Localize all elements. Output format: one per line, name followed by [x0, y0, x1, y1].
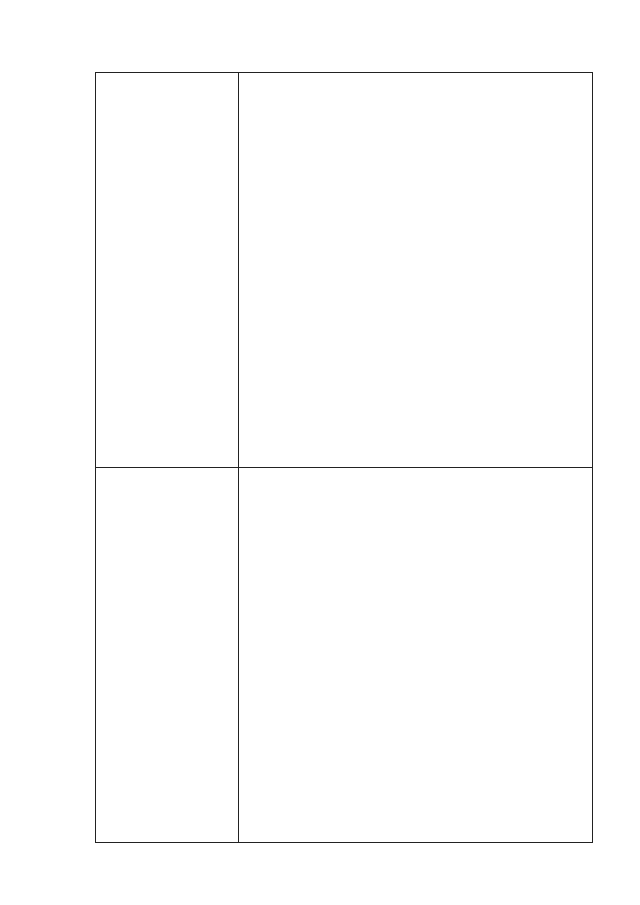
empty-label-cell: [96, 73, 239, 468]
subprograms-cell: [239, 468, 593, 843]
plan-label-cell: [96, 468, 239, 843]
subprogram-lines: [239, 468, 592, 469]
budget-details-cell: [239, 73, 593, 468]
plan-label: [96, 468, 238, 470]
financing-table: [95, 72, 593, 843]
table-row: [96, 73, 593, 468]
table-row: [96, 468, 593, 843]
